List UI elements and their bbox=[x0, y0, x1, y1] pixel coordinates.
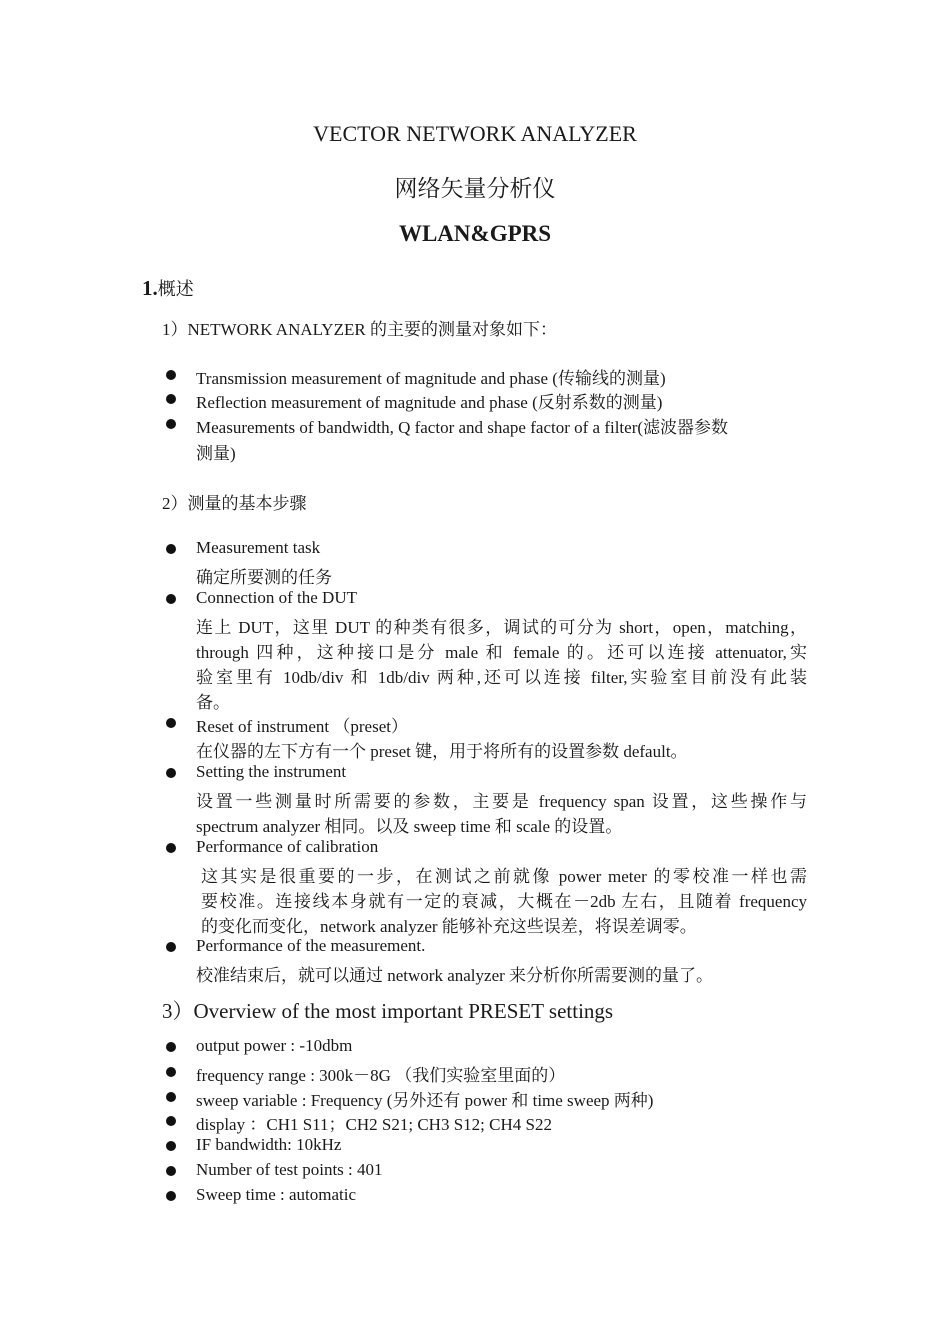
bullet-icon bbox=[166, 544, 176, 554]
step-description: 在仪器的左下方有一个 preset 键，用于将所有的设置参数 default。 bbox=[196, 742, 688, 761]
preset-setting: Sweep time : automatic bbox=[196, 1185, 357, 1204]
bullet-icon bbox=[166, 1191, 176, 1201]
preset-setting: display ：CH1 S11；CH2 S21; CH3 S12; CH4 S22 bbox=[196, 1115, 552, 1134]
step-description: 确定所要测的任务 bbox=[196, 568, 332, 587]
step-description: 要校准。连接线本身就有一定的衰减，大概在－2db 左右，且随着 frequency bbox=[201, 892, 807, 911]
bullet-icon bbox=[166, 1166, 176, 1176]
step-description: 验室里有 10db/div 和 1db/div 两种,还可以连接 filter,实验室目前没有此装 bbox=[196, 668, 807, 687]
bullet-icon bbox=[166, 419, 176, 429]
part1-bullet-3-continuation: 测量) bbox=[196, 444, 236, 463]
step-title: Performance of the measurement. bbox=[196, 936, 426, 955]
step-description: 这其实是很重要的一步，在测试之前就像 power meter 的零校准一样也需 bbox=[201, 867, 807, 886]
preset-setting: Number of test points : 401 bbox=[196, 1160, 383, 1179]
bullet-icon bbox=[166, 768, 176, 778]
part2-heading: 2）测量的基本步骤 bbox=[162, 494, 307, 513]
step-description: 备。 bbox=[196, 693, 230, 712]
step-title: Measurement task bbox=[196, 538, 321, 557]
step-title: Reset of instrument （preset） bbox=[196, 717, 408, 736]
bullet-icon bbox=[166, 1042, 176, 1052]
part1-heading: 1）NETWORK ANALYZER 的主要的测量对象如下： bbox=[162, 320, 557, 339]
part1-bullet-1: Transmission measurement of magnitude and phase (传输线的测量) bbox=[196, 369, 666, 388]
part1-bullet-2: Reflection measurement of magnitude and phase (反射系数的测量) bbox=[196, 393, 663, 412]
section-label: 概述 bbox=[157, 279, 194, 299]
bullet-icon bbox=[166, 718, 176, 728]
document-title: VECTOR NETWORK ANALYZER bbox=[313, 121, 637, 146]
step-description: 的变化而变化，network analyzer 能够补充这些误差，将误差调零。 bbox=[201, 917, 697, 936]
step-title: Connection of the DUT bbox=[196, 588, 357, 607]
section-heading bbox=[142, 275, 194, 301]
document-title-chinese: 网络矢量分析仪 bbox=[394, 176, 556, 201]
part1-bullet-3: Measurements of bandwidth, Q factor and shape factor of a filter(滤波器参数 bbox=[196, 418, 729, 437]
document-subtitle: WLAN&GPRS bbox=[398, 221, 552, 246]
step-description: spectrum analyzer 相同。以及 sweep time 和 scale 的设置。 bbox=[196, 817, 623, 836]
bullet-icon bbox=[166, 1141, 176, 1151]
preset-setting: frequency range : 300k－8G （我们实验室里面的） bbox=[196, 1066, 566, 1085]
step-description: 连上 DUT，这里 DUT 的种类有很多，调试的可分为 short，open，matching， bbox=[196, 618, 807, 637]
step-title: Setting the instrument bbox=[196, 762, 347, 781]
step-description: 校准结束后，就可以通过 network analyzer 来分析你所需要测的量了。 bbox=[196, 966, 714, 985]
bullet-icon bbox=[166, 594, 176, 604]
bullet-icon bbox=[166, 1092, 176, 1102]
preset-setting: output power : -10dbm bbox=[196, 1036, 353, 1055]
bullet-icon bbox=[166, 1067, 176, 1077]
preset-setting: sweep variable : Frequency (另外还有 power 和 time sweep 两种) bbox=[196, 1091, 654, 1110]
preset-setting: IF bandwidth: 10kHz bbox=[196, 1135, 342, 1154]
step-description: 设置一些测量时所需要的参数，主要是 frequency span 设置，这些操作与 bbox=[196, 792, 807, 811]
part3-heading: 3）Overview of the most important PRESET settings bbox=[162, 999, 614, 1023]
bullet-icon bbox=[166, 1116, 176, 1126]
bullet-icon bbox=[166, 942, 176, 952]
bullet-icon bbox=[166, 394, 176, 404]
step-title: Performance of calibration bbox=[196, 837, 379, 856]
section-number: 1. bbox=[142, 276, 158, 300]
bullet-icon bbox=[166, 370, 176, 380]
bullet-icon bbox=[166, 843, 176, 853]
step-description: through 四种，这种接口是分 male 和 female 的。还可以连接 attenuator,实 bbox=[196, 643, 807, 662]
